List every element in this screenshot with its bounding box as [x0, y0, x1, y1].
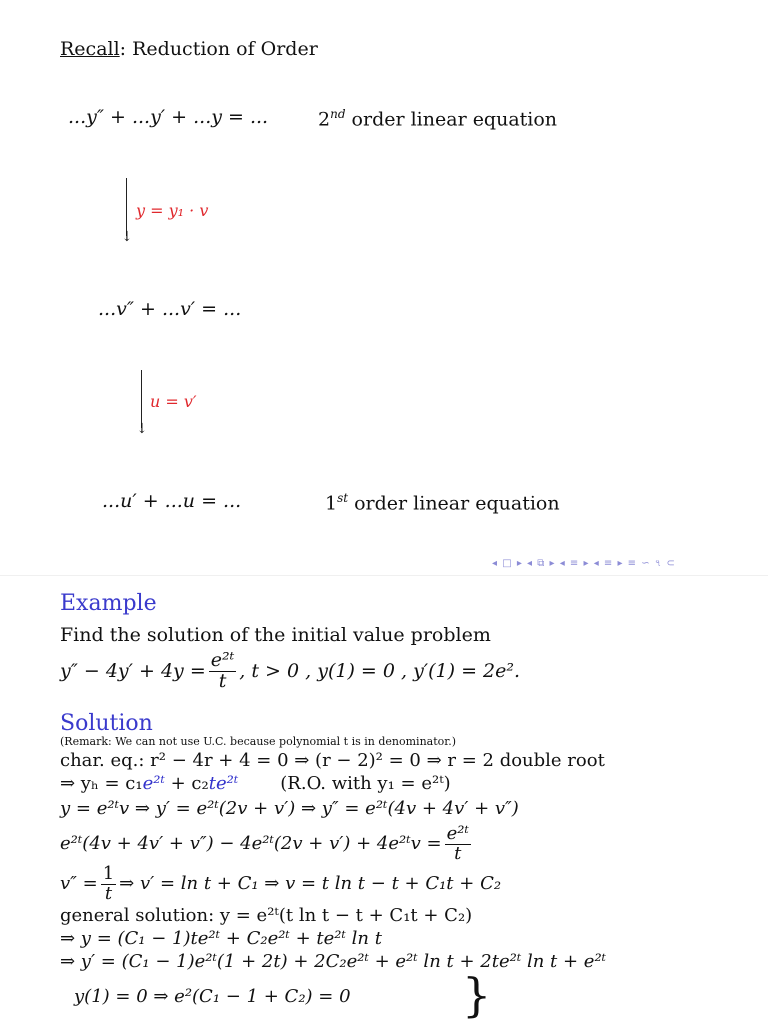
- slide-divider: [0, 575, 768, 576]
- substitution-denominator: t: [454, 842, 462, 864]
- v-fraction: [101, 862, 116, 904]
- first-order-superscript: st: [337, 491, 349, 505]
- recall-title: [60, 40, 318, 59]
- beamer-navigation-bar[interactable]: ◂ □ ▸ ◂ ⧉ ▸ ◂ ≡ ▸ ◂ ≡ ▸ ≡ ∽ ৭ ⊂: [492, 558, 676, 569]
- substitution-fraction: [445, 822, 471, 864]
- substitution-numerator: e²ᵗ: [446, 822, 469, 844]
- down-arrow-1: [126, 178, 127, 236]
- ivp-conditions: , t > 0 , y(1) = 0 , y′(1) = 2e².: [239, 659, 521, 682]
- v-denominator: t: [104, 882, 113, 904]
- example-heading: Example: [60, 591, 157, 616]
- problem-statement: Find the solution of the initial value problem: [60, 624, 491, 646]
- substitution-line: [60, 822, 474, 866]
- v-solution-line: [60, 863, 501, 905]
- yh-term-2: te²ᵗ: [208, 773, 239, 794]
- v-equation: ...v″ + ...v′ = ...: [98, 298, 242, 320]
- arrow-down-icon: ↓: [121, 229, 133, 245]
- second-order-text: order linear equation: [345, 108, 558, 131]
- remark-text: (Remark: We can not use U.C. because polynomial t is in denominator.): [60, 735, 457, 748]
- ivp-numerator: e²ᵗ: [210, 648, 235, 671]
- yh-mid: + c₂: [164, 773, 209, 794]
- yh-prefix: ⇒ yₕ = c₁: [60, 773, 143, 794]
- ivp-denominator: t: [218, 669, 227, 692]
- recall-subtitle: : Reduction of Order: [119, 38, 318, 60]
- second-order-superscript: nd: [330, 107, 346, 121]
- first-order-number: 1: [325, 492, 338, 515]
- general-solution-yprime: ⇒ y′ = (C₁ − 1)e²ᵗ(1 + 2t) + 2C₂e²ᵗ + e²ᵗ ln t + 2te²ᵗ ln t + e²ᵗ: [60, 951, 607, 972]
- second-order-number: 2: [318, 108, 331, 131]
- general-solution-y: ⇒ y = (C₁ − 1)te²ᵗ + C₂e²ᵗ + te²ᵗ ln t: [60, 928, 382, 949]
- characteristic-equation: char. eq.: r² − 4r + 4 = 0 ⇒ (r − 2)² = 0 ⇒ r = 2 double root: [60, 750, 605, 771]
- v-lhs: v″ =: [60, 873, 98, 894]
- substitution-u-vprime: u = v′: [150, 392, 197, 411]
- substitution-y-y1v: y = y₁ · v: [136, 201, 209, 220]
- reduction-of-order-note: (R.O. with y₁ = e²ᵗ): [280, 773, 451, 794]
- yh-term-1: e²ᵗ: [142, 773, 165, 794]
- first-order-equation: ...u′ + ...u = ...: [102, 490, 242, 512]
- v-numerator: 1: [102, 862, 115, 884]
- homogeneous-solution: [60, 775, 451, 793]
- v-rest: ⇒ v′ = ln t + C₁ ⇒ v = t ln t − t + C₁t + C₂: [119, 873, 502, 894]
- solution-heading: Solution: [60, 711, 153, 736]
- ivp-fraction: [209, 648, 237, 692]
- initial-condition-1: y(1) = 0 ⇒ e²(C₁ − 1 + C₂) = 0: [74, 986, 351, 1007]
- derivatives-line: y = e²ᵗv ⇒ y′ = e²ᵗ(2v + v′) ⇒ y″ = e²ᵗ(4v + 4v′ + v″): [60, 798, 519, 819]
- ivp-equation: [60, 648, 520, 694]
- right-brace: }: [462, 968, 492, 1022]
- arrow-down-icon: ↓: [136, 421, 148, 437]
- recall-label: Recall: [60, 38, 120, 60]
- second-order-equation: ...y″ + ...y′ + ...y = ...: [68, 106, 269, 128]
- down-arrow-2: [141, 370, 142, 428]
- substitution-lhs: e²ᵗ(4v + 4v′ + v″) − 4e²ᵗ(2v + v′) + 4e²ᵗv =: [60, 833, 442, 854]
- general-solution: general solution: y = e²ᵗ(t ln t − t + C₁t + C₂): [60, 905, 473, 926]
- first-order-text: order linear equation: [348, 492, 560, 515]
- first-order-label: [325, 492, 560, 513]
- ivp-lhs: y″ − 4y′ + 4y =: [60, 659, 206, 682]
- second-order-label: [318, 108, 557, 129]
